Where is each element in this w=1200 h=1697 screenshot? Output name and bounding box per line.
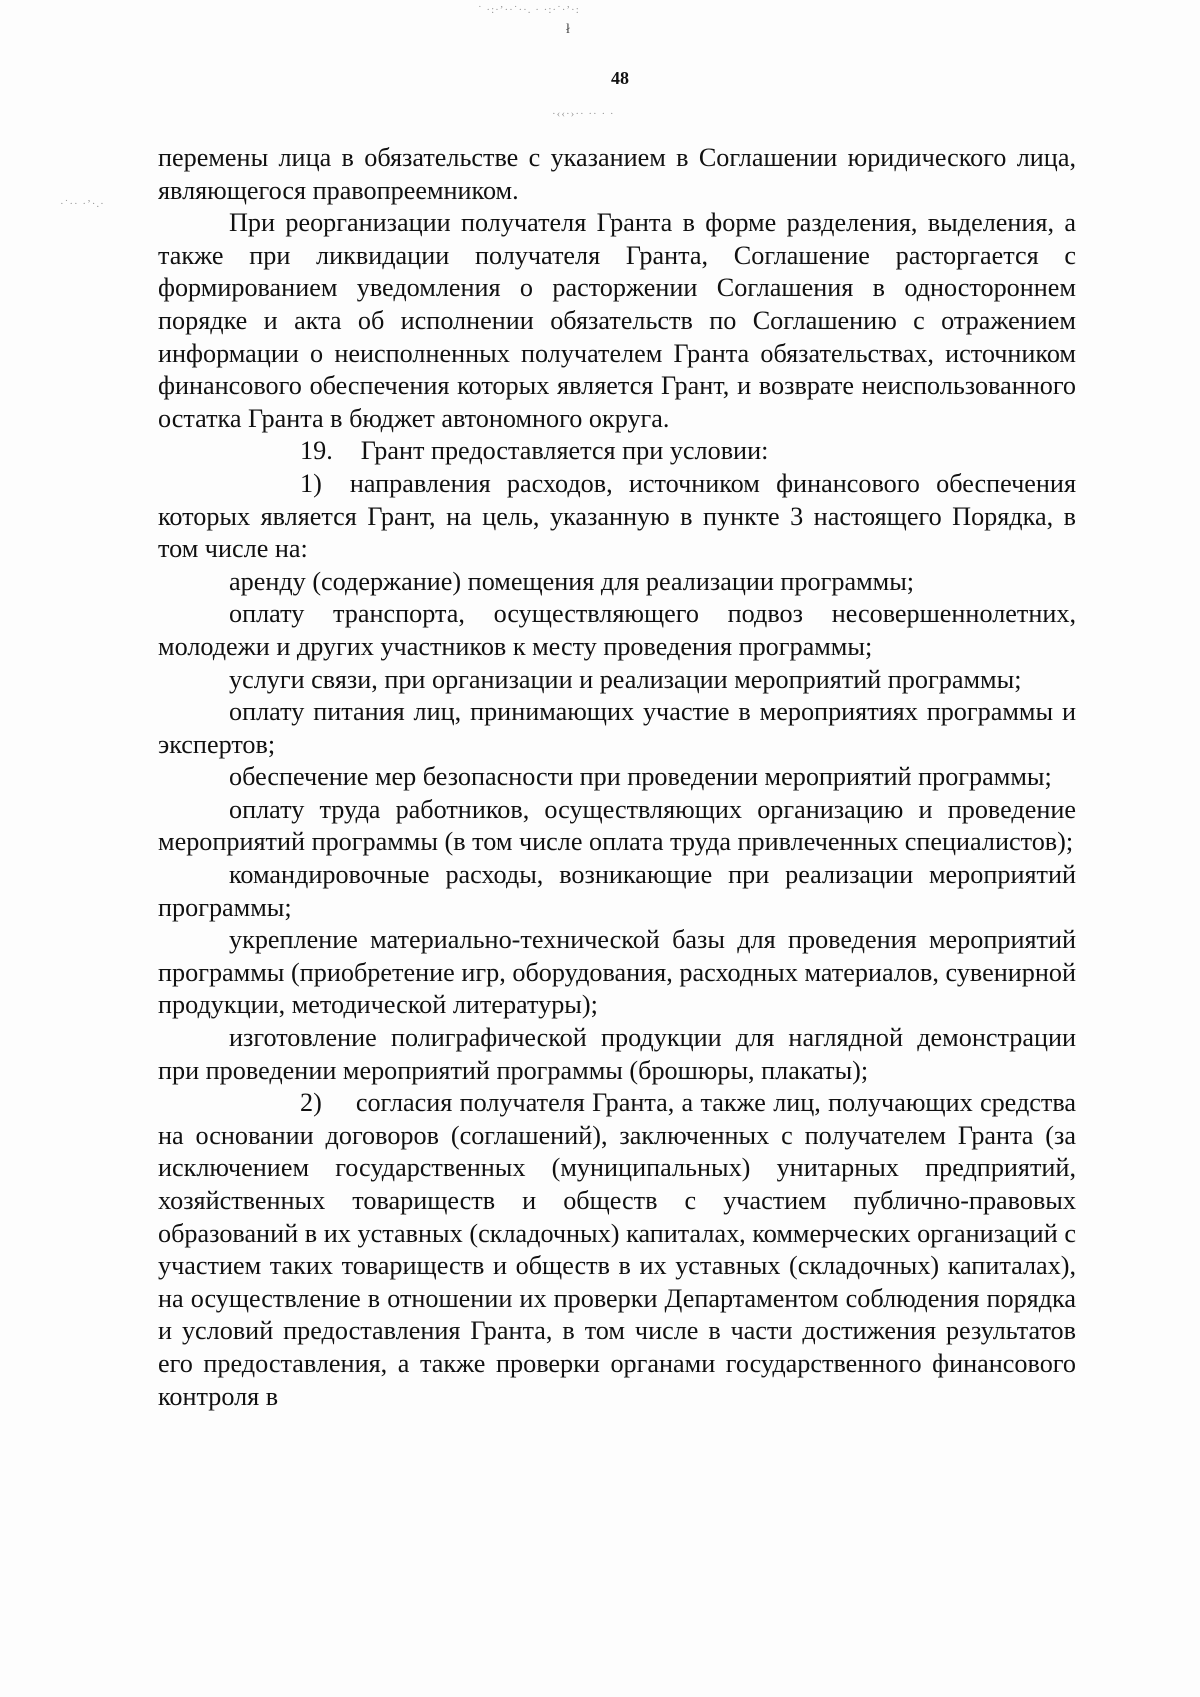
clause-number: 19. (300, 436, 333, 466)
scan-artifact: ł (566, 22, 571, 37)
list-item (158, 566, 1076, 599)
paragraph-text: Грант предоставляется при условии: (360, 436, 769, 466)
list-item (158, 859, 1076, 924)
list-item (158, 664, 1076, 697)
list-item (158, 598, 1076, 663)
paragraph-text: согласия получателя Гранта, а также лиц, получающих средства на основании договоров (соглашений), заключенных с получателем Гранта (за исключением государственных (муниципальных) унитарных предприятий, хозяйственных товариществ и обществ с участием публично-правовых образований в их уставных (складочных) капиталах, коммерческих организаций с участием таких товариществ и обществ в их уставных (складочных) капиталах), на осуществление в отношении их проверки Департаментом соблюдения порядка и условий предоставления Гранта, в том числе в части достижения результатов его предоставления, а также проверки органами государственного финансового контроля в (158, 1088, 1076, 1411)
paragraph (158, 142, 1076, 207)
list-item (158, 696, 1076, 761)
scan-artifact: ˙ ·:·ʼ··˙··. · ·:·˙·ʼ·: (478, 4, 580, 16)
paragraph-text: При реорганизации получателя Гранта в форме разделения, выделения, а также при ликвидации получателя Гранта, Соглашение расторгается с формированием уведомления о расторжении Соглашения в одностороннем порядке и акта об исполнении обязательств по Соглашению с отражением информации о неисполненных получателем Гранта обязательствах, источником финансового обеспечения которых является Грант, и возврате неиспользованного остатка Гранта в бюджет автономного округа. (158, 208, 1076, 433)
list-item (158, 794, 1076, 859)
page-number: 48 (611, 68, 629, 88)
list-item (158, 761, 1076, 794)
paragraph-text: аренду (содержание) помещения для реализации программы; (229, 566, 915, 596)
paragraph-text: изготовление полиграфической продукции для наглядной демонстрации при проведении мероприятий программы (брошюры, плакаты); (158, 1023, 1076, 1085)
scan-artifact: ·˙·· ·ʼ·.· (60, 198, 105, 210)
paragraph-text: оплату труда работников, осуществляющих организацию и проведение мероприятий программы (в том числе оплата труда привлеченных специалистов); (158, 794, 1076, 857)
document-body (158, 142, 1076, 1413)
clause-paragraph (158, 435, 1076, 468)
paragraph-text: перемены лица в обязательстве с указанием в Соглашении юридического лица, являющегося правопреемником. (158, 143, 1076, 205)
paragraph-text: услуги связи, при организации и реализации мероприятий программы; (229, 664, 1022, 694)
paragraph-text: укрепление материально-технической базы для проведения мероприятий программы (приобретение игр, оборудования, расходных материалов, сувенирной продукции, методической литературы); (158, 925, 1076, 1020)
paragraph-text: направления расходов, источником финансового обеспечения которых является Грант, на цель, указанную в пункте 3 настоящего Порядка, в том числе на: (158, 468, 1076, 564)
list-item (158, 924, 1076, 1022)
paragraph-text: оплату транспорта, осуществляющего подвоз несовершеннолетних, молодежи и других участников к месту проведения программы; (158, 599, 1076, 661)
scan-artifact: ·‹‹·›·· ·· · · (552, 108, 615, 120)
paragraph-text: оплату питания лиц, принимающих участие в мероприятиях программы и экспертов; (158, 697, 1076, 759)
clause-paragraph (158, 1087, 1076, 1413)
list-item (158, 1022, 1076, 1087)
clause-number: 1) (300, 468, 322, 498)
clause-paragraph (158, 468, 1076, 566)
paragraph (158, 207, 1076, 435)
paragraph-text: обеспечение мер безопасности при проведении мероприятий программы; (229, 762, 1052, 792)
clause-number: 2) (300, 1088, 322, 1118)
paragraph-text: командировочные расходы, возникающие при реализации мероприятий программы; (158, 860, 1076, 922)
